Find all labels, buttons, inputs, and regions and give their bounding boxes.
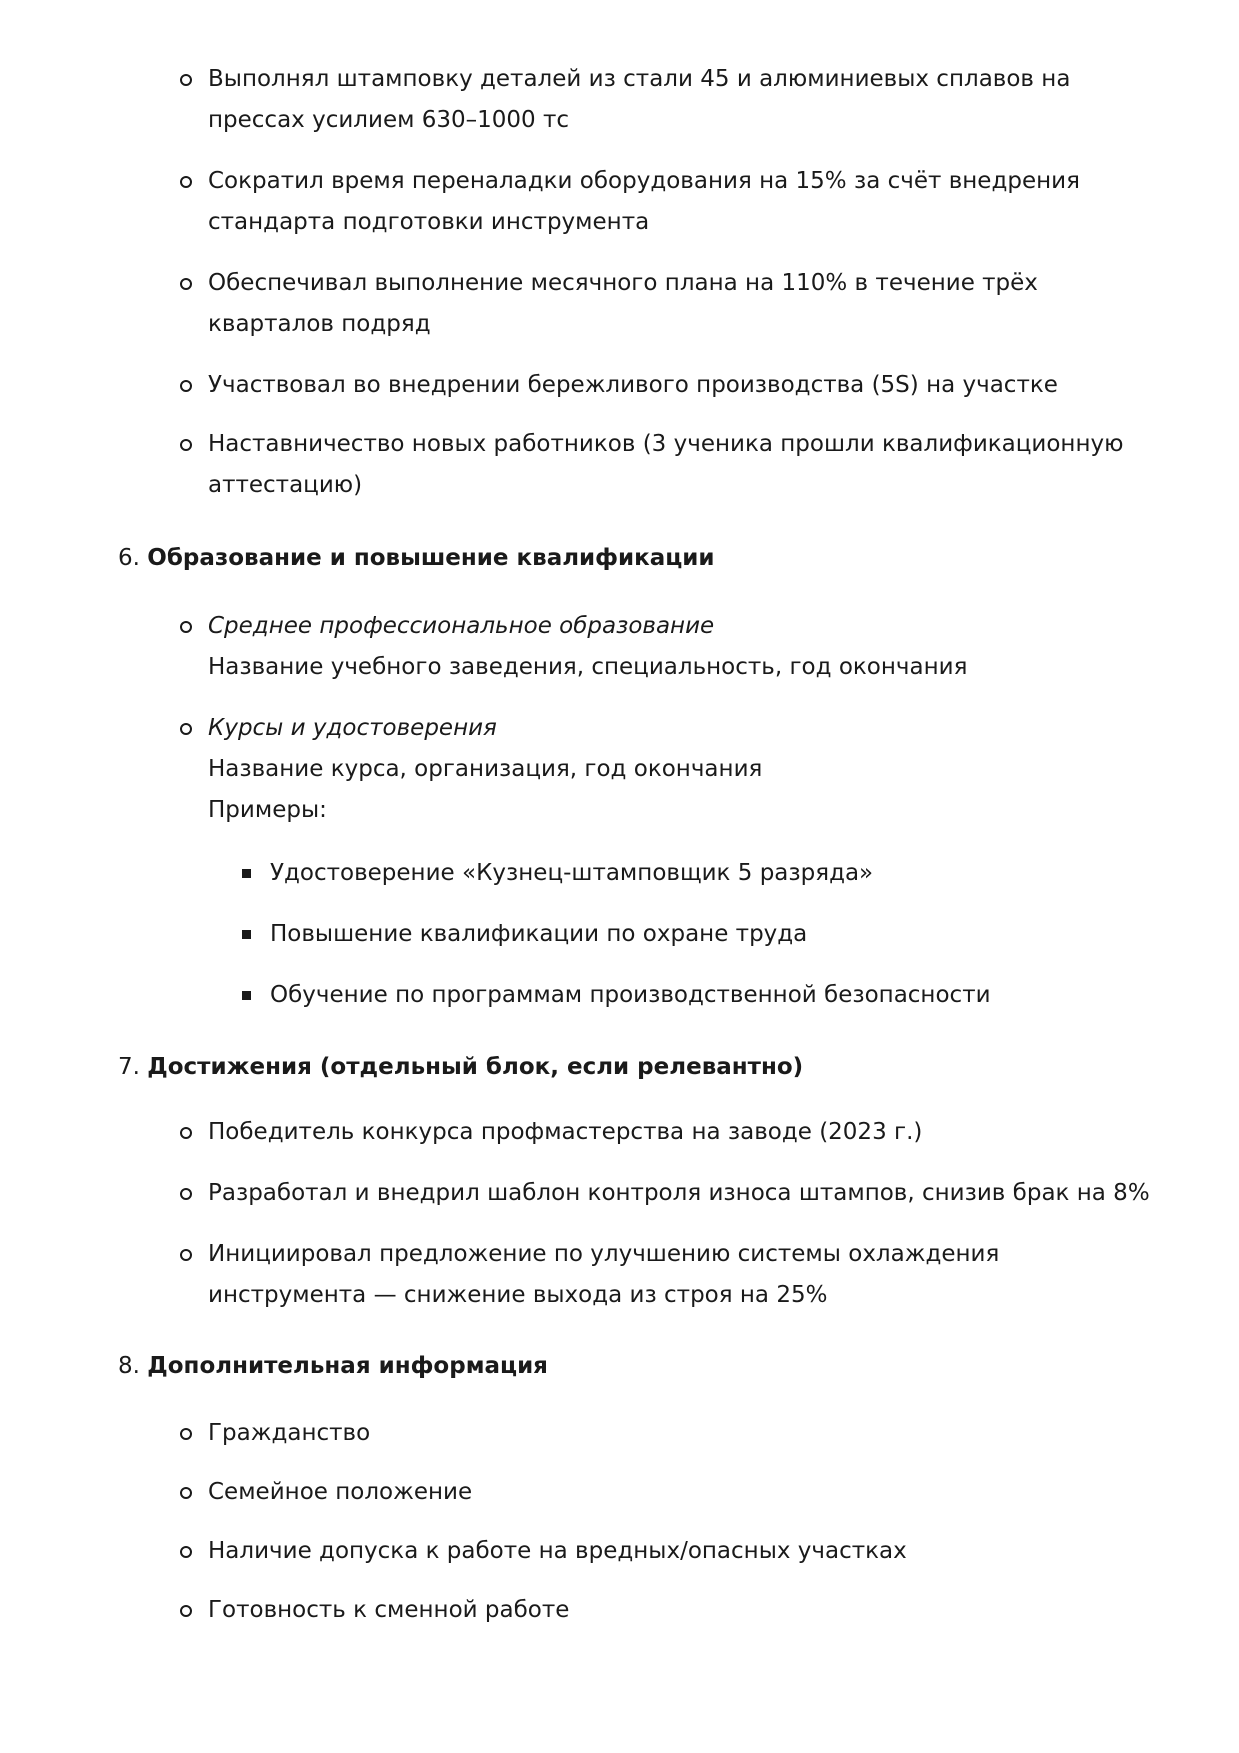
list-item-text: Выполнял штамповку деталей из стали 45 и алюминиевых сплавов на прессах усилием 630–1000 тс (208, 66, 1071, 133)
courses-details: Название курса, организация, год окончания (208, 756, 763, 782)
list-item (208, 975, 1159, 1016)
examples-label: Примеры: (208, 797, 327, 823)
section-title: Дополнительная информация (147, 1353, 548, 1379)
list-item-text: Разработал и внедрил шаблон контроля износа штампов, снизив брак на 8% (208, 1180, 1150, 1206)
circle-bullet-icon (180, 278, 192, 290)
circle-bullet-icon (180, 74, 192, 86)
circle-bullet-icon (180, 380, 192, 392)
education-list (0, 606, 1239, 1040)
list-item-text: Повышение квалификации по охране труда (270, 921, 808, 947)
education-type-title: Среднее профессиональное образование (208, 613, 715, 639)
circle-bullet-icon (180, 1127, 192, 1139)
square-bullet-icon (242, 991, 251, 1000)
circle-bullet-icon (180, 1487, 192, 1499)
achievements-list (0, 1112, 1239, 1340)
circle-bullet-icon (180, 1249, 192, 1261)
list-item (0, 1413, 1239, 1454)
section-number: 7. (118, 1054, 140, 1080)
list-item-text: Победитель конкурса профмастерства на заводе (2023 г.) (208, 1119, 923, 1145)
examples-list (208, 853, 1159, 1016)
list-item (0, 1590, 1239, 1631)
list-item-text: Участвовал во внедрении бережливого производства (5S) на участке (208, 372, 1058, 398)
work-achievements-list (0, 59, 1239, 530)
list-item (0, 708, 1239, 1016)
list-item-text: Инициировал предложение по улучшению системы охлаждения инструмента — снижение выхода из строя на 25% (208, 1241, 1000, 1308)
list-item (0, 365, 1239, 406)
circle-bullet-icon (180, 439, 192, 451)
circle-bullet-icon (180, 1428, 192, 1440)
list-item-text: Семейное положение (208, 1479, 473, 1505)
list-item (208, 853, 1159, 894)
courses-title: Курсы и удостоверения (208, 715, 497, 741)
list-item (0, 1173, 1239, 1214)
additional-info-list (0, 1413, 1239, 1655)
education-details: Название учебного заведения, специальность, год окончания (208, 654, 968, 680)
list-item (208, 914, 1159, 955)
section-heading-achievements (118, 1047, 803, 1088)
list-item-text: Обучение по программам производственной безопасности (270, 982, 991, 1008)
list-item (0, 1531, 1239, 1572)
section-title: Достижения (отдельный блок, если релевантно) (147, 1054, 804, 1080)
section-number: 8. (118, 1353, 140, 1379)
list-item (0, 1472, 1239, 1513)
list-item-text: Обеспечивал выполнение месячного плана на 110% в течение трёх кварталов подряд (208, 270, 1038, 337)
circle-bullet-icon (180, 621, 192, 633)
list-item-text: Наставничество новых работников (3 ученика прошли квалификационную аттестацию) (208, 431, 1124, 498)
square-bullet-icon (242, 869, 251, 878)
circle-bullet-icon (180, 176, 192, 188)
section-heading-additional-info (118, 1346, 548, 1387)
circle-bullet-icon (180, 1605, 192, 1617)
section-heading-education (118, 538, 715, 579)
list-item (0, 1234, 1239, 1316)
list-item (0, 606, 1239, 688)
list-item (0, 59, 1239, 141)
list-item-text: Удостоверение «Кузнец-штамповщик 5 разряда» (270, 860, 874, 886)
list-item-text: Наличие допуска к работе на вредных/опасных участках (208, 1538, 907, 1564)
list-item-text: Сократил время переналадки оборудования на 15% за счёт внедрения стандарта подготовки инструмента (208, 168, 1080, 235)
list-item (0, 1112, 1239, 1153)
circle-bullet-icon (180, 1546, 192, 1558)
circle-bullet-icon (180, 723, 192, 735)
list-item-text: Гражданство (208, 1420, 371, 1446)
list-item (0, 424, 1239, 506)
list-item (0, 161, 1239, 243)
circle-bullet-icon (180, 1188, 192, 1200)
section-number: 6. (118, 545, 140, 571)
list-item (0, 263, 1239, 345)
square-bullet-icon (242, 930, 251, 939)
list-item-text: Готовность к сменной работе (208, 1597, 570, 1623)
section-title: Образование и повышение квалификации (147, 545, 715, 571)
